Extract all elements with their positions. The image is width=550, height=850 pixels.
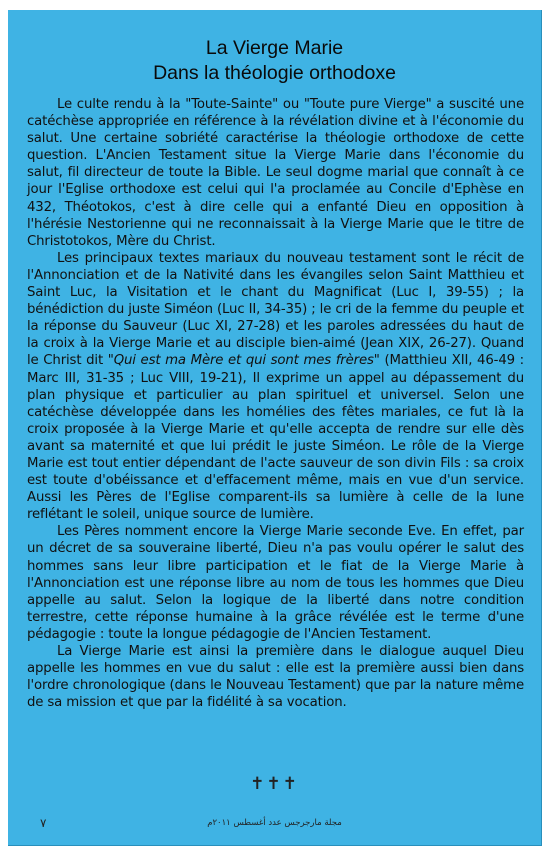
title-line-2: Dans la théologie orthodoxe [153,62,396,84]
page-number: ٧ [40,816,47,830]
page-title [8,36,541,86]
document-page [8,10,542,846]
paragraph-2 [27,250,524,524]
title-line-1: La Vierge Marie [205,37,344,59]
footer-caption: مجلة مارجرجس عدد أغسطس ٢٠١١م [207,818,342,828]
paragraph-4: La Vierge Marie est ainsi la première dans le dialogue auquel Dieu appelle les hommes en vue du salut : elle est la première aussi bien dans l'ordre chronologique (dans le Nouveau Testament) que par la nature même de sa mission et que par la fidélité à sa vocation. [27,644,524,711]
paragraph-2-quote: Qui est ma Mère et qui sont mes frères [113,353,374,369]
cross-ornament-icon: ✝✝✝ [250,774,299,794]
paragraph-1: Le culte rendu à la "Toute-Sainte" ou "Toute pure Vierge" a suscité une catéchèse appropriée en référence à la révélation divine et à l'économie du salut. Une certaine sobriété caractérise la théologie orthodoxe de cette question. L'Ancien Testament situe la Vierge Marie dans l'économie du salut, fil directeur de toute la Bible. Le seul dogme marial que connaît à ce jour l'Eglise orthodoxe est celui qui l'a proclamée au Concile d'Ephèse en 432, Théotokos, c'est à dire celle qui a enfanté Dieu en opposition à l'hérésie Nestorienne qui ne reconnaissait à la Vierge Marie que le titre de Christotokos, Mère du Christ. [27,97,524,249]
paragraph-2-part-1: Les principaux textes mariaux du nouveau testament sont le récit de l'Annonciation et de la Nativité dans les évangiles selon Saint Matthieu et Saint Luc, la Visitation et le chant du Magnificat (Luc I, 39-55) ; la bénédiction du juste Siméon (Luc II, 34-35) ; le cri de la femme du peuple et la réponse du Sauveur (Luc XI, 27-28) et les paroles adressées du haut de la croix à la Vierge Marie et au disciple bien-aimé (Jean XIX, 26-27). Quand le Christ dit " [27,250,524,369]
article-body [27,96,524,711]
paragraph-2-part-2: " (Matthieu XII, 46-49 : Marc III, 31-35 ; Luc VIII, 19-21), Il exprime un appel au dépassement du plan physique et particulier au plan spirituel et universel. Selon une catéchèse développée dans les homélies des fêtes mariales, ce fut là la croix proposée à la Vierge Marie et qu'elle accepta de rendre sur elle dès avant sa maternité et que lui prédit le juste Siméon. Le rôle de la Vierge Marie est tout entier dépendant de l'acte sauveur de son divin Fils : sa croix est toute d'obéissance et d'effacement même, mais en vue d'un service. Aussi les Pères de l'Eglise comparent-ils sa lumière à celle de la lune reflétant le soleil, unique source de lumière. [27,353,524,523]
paragraph-3: Les Pères nomment encore la Vierge Marie seconde Eve. En effet, par un décret de sa souveraine liberté, Dieu n'a pas voulu opérer le salut des hommes sans leur libre participation et le fiat de la Vierge Marie à l'Annonciation est une réponse libre au nom de tous les hommes que Dieu appelle au salut. Selon la logique de la liberté dans notre condition terrestre, cette réponse humaine à la grâce révélée est le terme d'une pédagogie : toute la longue pédagogie de l'Ancien Testament. [27,524,524,642]
